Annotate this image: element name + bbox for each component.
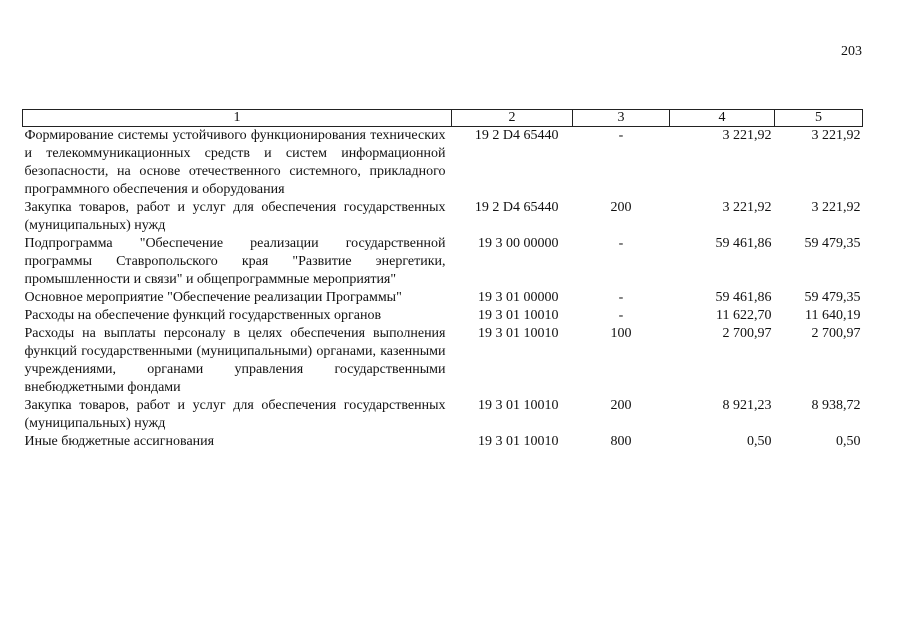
row-name: Расходы на обеспечение функций государственных органов bbox=[24, 308, 382, 323]
row-name: Расходы на выплаты персоналу в целях обеспечения выполнения функций государственными (муниципальными) органами, казенными учреждениями, органами управления государственными внебюджетными фондами bbox=[24, 326, 446, 395]
table-body bbox=[23, 127, 863, 452]
row-expense-type: - bbox=[618, 290, 624, 305]
row-expense-type: 100 bbox=[610, 326, 632, 341]
table-row bbox=[23, 199, 863, 235]
row-target-code: 19 3 01 10010 bbox=[478, 308, 559, 323]
row-amount-col5: 3 221,92 bbox=[811, 128, 861, 143]
row-amount-col4: 2 700,97 bbox=[722, 326, 772, 341]
header-col-2: 2 bbox=[452, 110, 573, 127]
row-amount-col4: 11 622,70 bbox=[716, 308, 772, 323]
table-row bbox=[23, 307, 863, 325]
row-amount-col5: 11 640,19 bbox=[805, 308, 861, 323]
row-target-code: 19 3 01 00000 bbox=[478, 290, 559, 305]
header-col-3: 3 bbox=[573, 110, 670, 127]
row-target-code: 19 2 D4 65440 bbox=[474, 128, 559, 143]
row-target-code: 19 3 01 10010 bbox=[478, 326, 559, 341]
row-amount-col5: 2 700,97 bbox=[811, 326, 861, 341]
row-amount-col4: 59 461,86 bbox=[715, 236, 772, 251]
table-row bbox=[23, 325, 863, 397]
row-expense-type: 200 bbox=[610, 398, 632, 413]
row-expense-type: 200 bbox=[610, 200, 632, 215]
row-target-code: 19 3 01 10010 bbox=[478, 398, 559, 413]
row-target-code: 19 2 D4 65440 bbox=[474, 200, 559, 215]
row-amount-col5: 3 221,92 bbox=[811, 200, 861, 215]
table-header bbox=[23, 110, 863, 127]
row-target-code: 19 3 00 00000 bbox=[478, 236, 559, 251]
row-amount-col5: 59 479,35 bbox=[804, 290, 861, 305]
header-col-4: 4 bbox=[670, 110, 775, 127]
table-row bbox=[23, 397, 863, 433]
table-row bbox=[23, 289, 863, 307]
header-col-1: 1 bbox=[23, 110, 452, 127]
row-amount-col5: 59 479,35 bbox=[804, 236, 861, 251]
row-name: Формирование системы устойчивого функционирования технических и телекоммуникационных средств и систем информационной безопасности, на основе отечественного системного, прикладного программного обеспечения и оборудования bbox=[24, 128, 446, 197]
row-amount-col4: 8 921,23 bbox=[722, 398, 772, 413]
header-row bbox=[23, 110, 863, 127]
table-row bbox=[23, 127, 863, 200]
page-number: 203 bbox=[841, 44, 862, 59]
row-target-code: 19 3 01 10010 bbox=[478, 434, 559, 449]
row-name: Основное мероприятие "Обеспечение реализации Программы" bbox=[24, 290, 402, 305]
row-expense-type: - bbox=[618, 128, 624, 143]
table-row bbox=[23, 235, 863, 289]
row-expense-type: - bbox=[618, 308, 624, 323]
row-expense-type: - bbox=[618, 236, 624, 251]
header-col-5: 5 bbox=[775, 110, 863, 127]
budget-table bbox=[22, 109, 863, 451]
row-amount-col4: 0,50 bbox=[747, 434, 772, 449]
row-name: Закупка товаров, работ и услуг для обеспечения государственных (муниципальных) нужд bbox=[24, 398, 446, 431]
row-name: Закупка товаров, работ и услуг для обеспечения государственных (муниципальных) нужд bbox=[24, 200, 446, 233]
row-name: Подпрограмма "Обеспечение реализации государственной программы Ставропольского края "Развитие энергетики, промышленности и связи" и общепрограммные мероприятия" bbox=[24, 236, 446, 287]
row-amount-col4: 3 221,92 bbox=[722, 200, 772, 215]
row-amount-col5: 0,50 bbox=[836, 434, 861, 449]
row-amount-col4: 59 461,86 bbox=[715, 290, 772, 305]
row-amount-col5: 8 938,72 bbox=[811, 398, 861, 413]
row-name: Иные бюджетные ассигнования bbox=[24, 434, 215, 449]
row-amount-col4: 3 221,92 bbox=[722, 128, 772, 143]
row-expense-type: 800 bbox=[610, 434, 632, 449]
table-row bbox=[23, 433, 863, 451]
